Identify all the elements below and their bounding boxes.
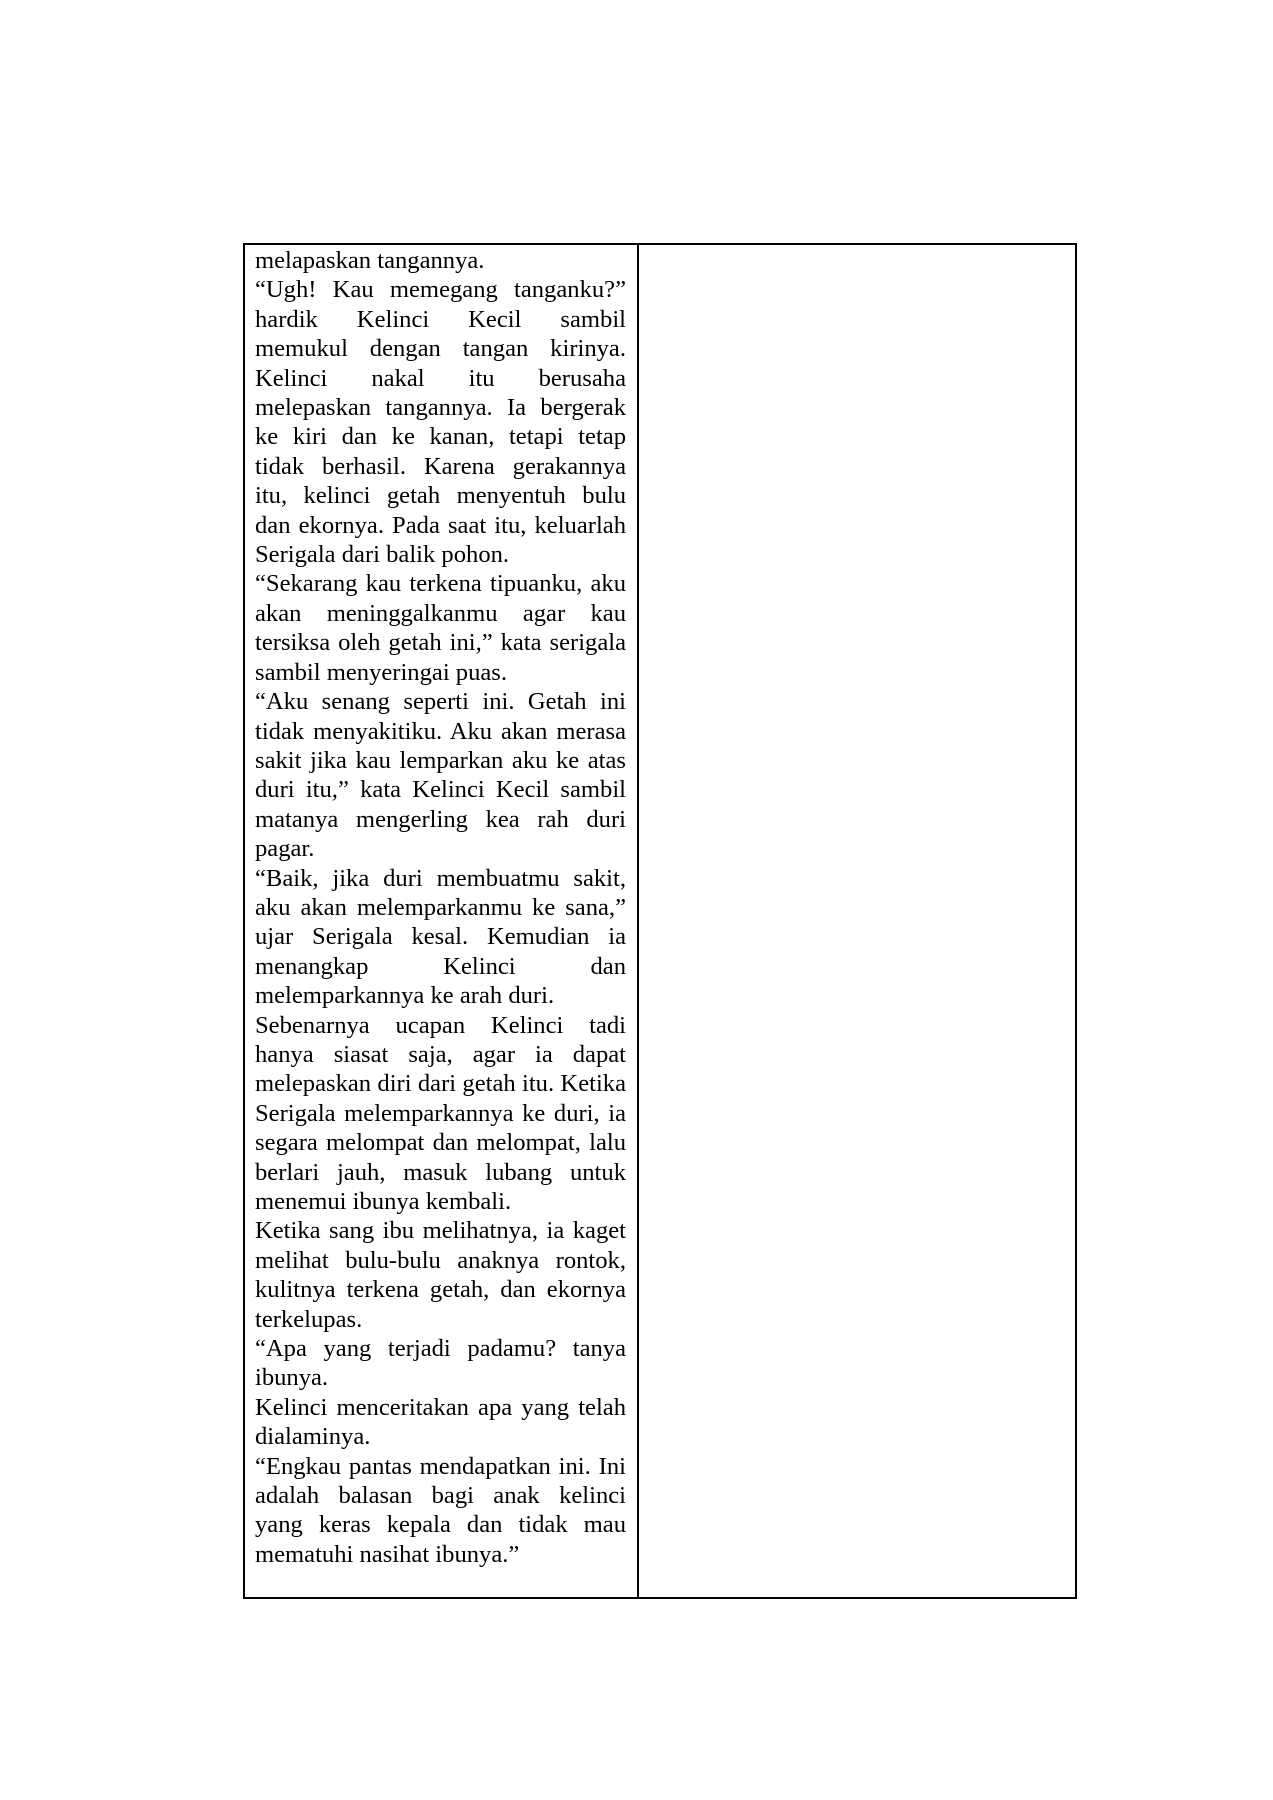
story-text-cell	[245, 245, 639, 1597]
story-paragraph-3: “Sekarang kau terkena tipuanku, aku akan meninggalkanmu agar kau tersiksa oleh getah ini,” kata serigala sambil menyeringai puas.	[255, 570, 626, 686]
story-paragraph-1: melapaskan tangannya.	[255, 247, 485, 274]
empty-notes-cell	[639, 245, 1075, 1597]
story-paragraph-10: “Engkau pantas mendapatkan ini. Ini adalah balasan bagi anak kelinci yang keras kepala dan tidak mau mematuhi nasihat ibunya.”	[255, 1452, 626, 1568]
story-paragraph-6: Sebenarnya ucapan Kelinci tadi hanya siasat saja, agar ia dapat melepaskan diri dari getah itu. Ketika Serigala melemparkannya ke duri, ia segara melompat dan melompat, lalu berlari jauh, masuk lubang untuk menemui ibunya kembali.	[255, 1011, 626, 1215]
story-paragraph-2: “Ugh! Kau memegang tanganku?” hardik Kelinci Kecil sambil memukul dengan tangan kirinya. Kelinci nakal itu berusaha melepaskan tangannya. Ia bergerak ke kiri dan ke kanan, tetapi tetap tidak berhasil. Karena gerakannya itu, kelinci getah menyentuh bulu dan ekornya. Pada saat itu, keluarlah Serigala dari balik pohon.	[255, 276, 626, 569]
story-paragraph-7: Ketika sang ibu melihatnya, ia kaget melihat bulu-bulu anaknya rontok, kulitnya terkena getah, dan ekornya terkelupas.	[255, 1217, 626, 1333]
story-paragraph-4: “Aku senang seperti ini. Getah ini tidak menyakitiku. Aku akan merasa sakit jika kau lemparkan aku ke atas duri itu,” kata Kelinci Kecil sambil matanya mengerling kea rah duri pagar.	[255, 688, 626, 863]
story-paragraph-8: “Apa yang terjadi padamu? tanya ibunya.	[255, 1335, 626, 1392]
story-paragraph-5: “Baik, jika duri membuatmu sakit, aku akan melemparkanmu ke sana,” ujar Serigala kesal. Kemudian ia menangkap Kelinci dan melemparkannya ke arah duri.	[255, 864, 626, 1010]
story-table	[243, 243, 1077, 1599]
story-paragraph-9: Kelinci menceritakan apa yang telah dialaminya.	[255, 1393, 626, 1451]
